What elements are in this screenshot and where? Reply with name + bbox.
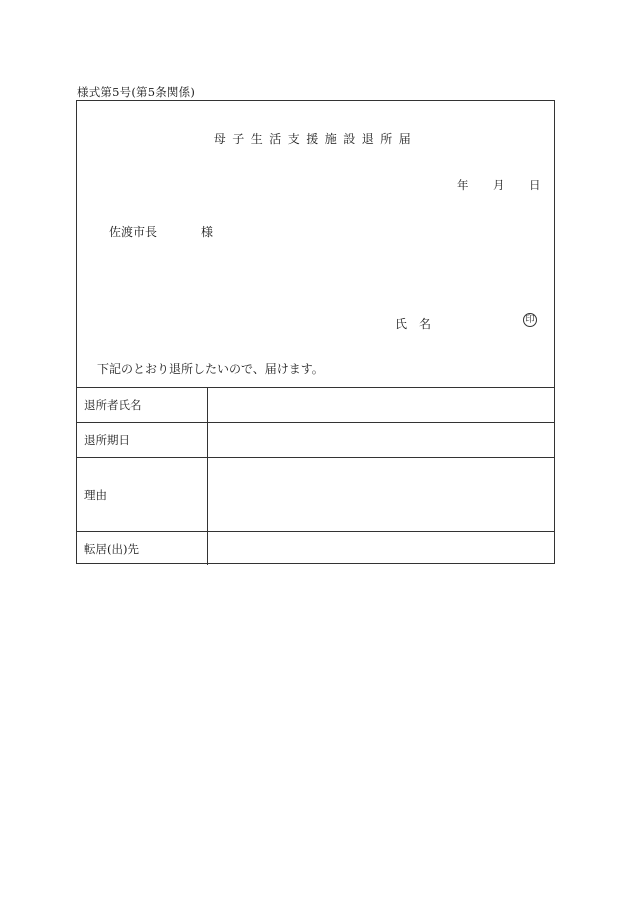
leaving-date-label: 退所期日 [77, 423, 207, 458]
reason-label: 理由 [77, 458, 207, 532]
relocation-address-label: 転居(出)先 [77, 532, 207, 566]
form-frame [76, 100, 555, 564]
table-row [77, 532, 555, 566]
applicant-name-label: 氏名 [395, 317, 444, 331]
date-day-label: 日 [529, 178, 541, 192]
date-year-label: 年 [457, 178, 469, 192]
honorific: 様 [201, 225, 214, 239]
leaving-person-name-label: 退所者氏名 [77, 388, 207, 423]
leaving-date-field[interactable] [207, 423, 555, 458]
form-header-section [77, 101, 554, 388]
document-title: 母子生活支援施設退所届 [213, 132, 418, 146]
table-row [77, 388, 555, 423]
relocation-address-field[interactable] [207, 532, 555, 566]
form-number: 様式第5号(第5条関係) [77, 85, 196, 99]
table-row [77, 423, 555, 458]
table-row [77, 458, 555, 532]
seal-icon: 印 [523, 313, 537, 327]
reason-field[interactable] [207, 458, 555, 532]
details-table [77, 387, 555, 565]
statement-text: 下記のとおり退所したいので、届けます。 [97, 362, 324, 376]
addressee: 佐渡市長 [109, 225, 158, 239]
leaving-person-name-field[interactable] [207, 388, 555, 423]
date-month-label: 月 [493, 178, 505, 192]
